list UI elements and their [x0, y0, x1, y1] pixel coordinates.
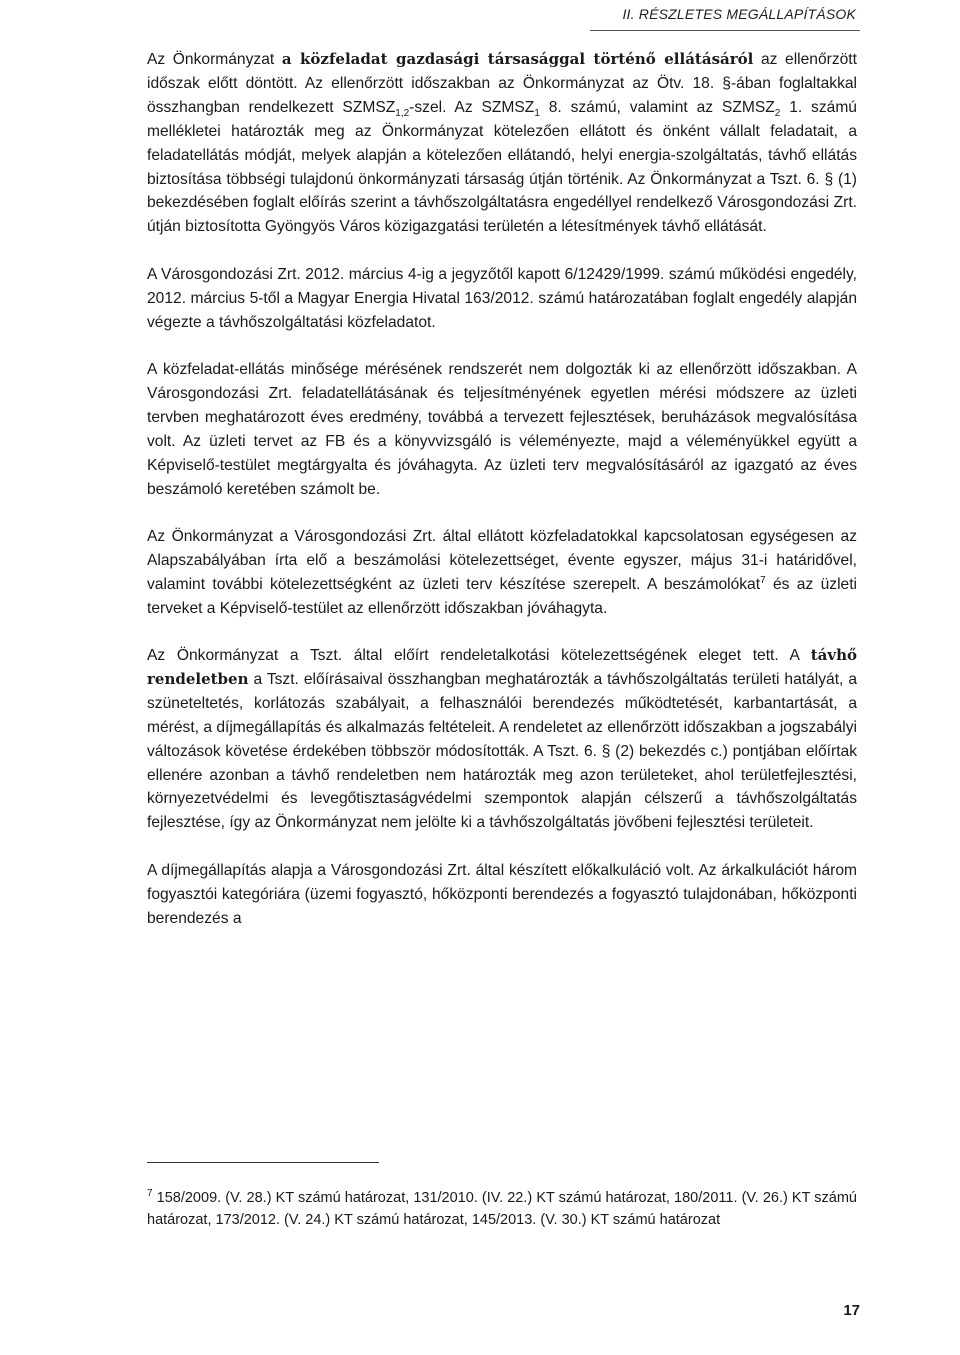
- footnote-marker: 7: [147, 1188, 153, 1200]
- p5-bold-phrase: távhő rendeletben: [147, 646, 857, 688]
- footnote: [147, 1187, 857, 1231]
- footnote-text: 158/2009. (V. 28.) KT számú határozat, 131/2010. (IV. 22.) KT számú határozat, 180/2011. (V. 26.) KT számú határozat, 173/2012. (V. 24.) KT számú határozat, 145/2013. (V. 30.) KT számú határozat: [147, 1190, 857, 1228]
- p1-text-d: -szel. Az SZMSZ: [409, 98, 535, 116]
- footnote-rule: [147, 1162, 379, 1163]
- p5-text-c: a Tszt. előírásaival összhangban meghatározták a távhőszolgáltatás területi hatályát, a szüneteltetés, korlátozás szabályait, a felhasználói berendezés működtetését, karbantartását, a mérést, a díjmegállapítás és alkalmazás feltételeit. A rendeletet az ellenőrzött időszakban a jogszabályi változások követése érdekében többször módosították. A Tszt. 6. § (2) bekezdés c.) pontjában előírtak ellenére azonban a távhő rendeletben nem határozták meg azon területeket, ahol területfejlesztési, környezetvédelmi és levegőtisztaságvédelmi szempontok alapján célszerű a távhőszolgáltatás fejlesztése, így az Önkormányzat nem jelölte ki a távhőszolgáltatás jövőbeni fejlesztési területeit.: [147, 670, 857, 832]
- p1-text-c: az ellenőrzött időszak előtt döntött. Az ellenőrzött időszakban az Önkormányzat az Ötv. 18. §-ában foglaltakkal összhangban rendelkezett SZMSZ: [147, 51, 857, 116]
- p1-subscript-2: 1: [534, 107, 540, 119]
- header-rule: [590, 30, 860, 31]
- paragraph-4: [147, 525, 857, 621]
- p4-text-a: Az Önkormányzat a Városgondozási Zrt. által ellátott közfeladatokkal kapcsolatosan egységesen az Alapszabályában írta elő a beszámolási kötelezettséget, évente egyszer, május 31-i határidővel, valamint további kötelezettségként az üzleti terv készítése szerepelt. A beszámolókat: [147, 527, 857, 593]
- running-header: II. RÉSZLETES MEGÁLLAPÍTÁSOK: [622, 6, 856, 22]
- paragraph-2: A Városgondozási Zrt. 2012. március 4-ig a jegyzőtől kapott 6/12429/1999. számú működési engedély, 2012. március 5-től a Magyar Energia Hivatal 163/2012. számú határozatában foglalt engedély alapján végezte a távhőszolgáltatási közfeladatot.: [147, 265, 857, 331]
- p1-bold-phrase: a közfeladat gazdasági társasággal történő ellátásáról: [281, 50, 754, 68]
- paragraph-3: A közfeladat-ellátás minősége mérésének rendszerét nem dolgozták ki az ellenőrzött időszakban. A Városgondozási Zrt. feladatellátásának és teljesítményének egyetlen mérési módszere az üzleti tervben meghatározott éves eredmény, továbbá a tervezett fejlesztések, beruházások megvalósítása volt. Az üzleti tervet az FB és a könyvvizsgáló is véleményezte, majd a véleményükkel együtt a Képviselő-testület megtárgyalta és jóváhagyta. Az üzleti terv megvalósításáról az igazgató az éves beszámoló keretében számolt be.: [147, 360, 857, 498]
- p1-text-f: 1. számú mellékletei határozták meg az Önkormányzat kötelezően ellátott és önként vállalt feladatait, a feladatellátás módját, melyek alapján a kötelezően ellátandó, helyi energia-szolgáltatás, távhő ellátás biztosítása többségi tulajdonú önkormányzati társaság útján történik. Az Önkormányzat a Tszt. 6. § (1) bekezdésében foglalt előírás szerint a távhőszolgáltatásra engedéllyel rendelkező Városgondozási Zrt. útján biztosította Gyöngyös Város közigazgatási területén a létesítmények távhő ellátását.: [147, 98, 857, 236]
- paragraph-6: A díjmegállapítás alapja a Városgondozási Zrt. által készített előkalkuláció volt. Az árkalkulációt három fogyasztói kategóriára (üzemi fogyasztó, hőközponti berendezés a fogyasztó tulajdonában, hőközponti berendezés a: [147, 861, 857, 927]
- p5-text-a: Az Önkormányzat a Tszt. által előírt rendeletalkotási kötelezettségének eleget tett. A: [147, 647, 811, 665]
- p1-text-e: 8. számú, valamint az SZMSZ: [539, 98, 775, 116]
- p1-text-a: Az Önkormányzat: [147, 51, 282, 68]
- p1-subscript-3: 2: [774, 107, 781, 119]
- footnote-reference[interactable]: 7: [760, 574, 766, 586]
- page-number: 17: [843, 1302, 860, 1319]
- p4-text-b: és az üzleti terveket a Képviselő-testület az ellenőrzött időszakban jóváhagyta.: [147, 575, 858, 617]
- body-text: [147, 48, 857, 954]
- paragraph-5: [147, 644, 857, 835]
- paragraph-1: [147, 48, 857, 239]
- p1-subscript-1: 1,2: [395, 107, 410, 119]
